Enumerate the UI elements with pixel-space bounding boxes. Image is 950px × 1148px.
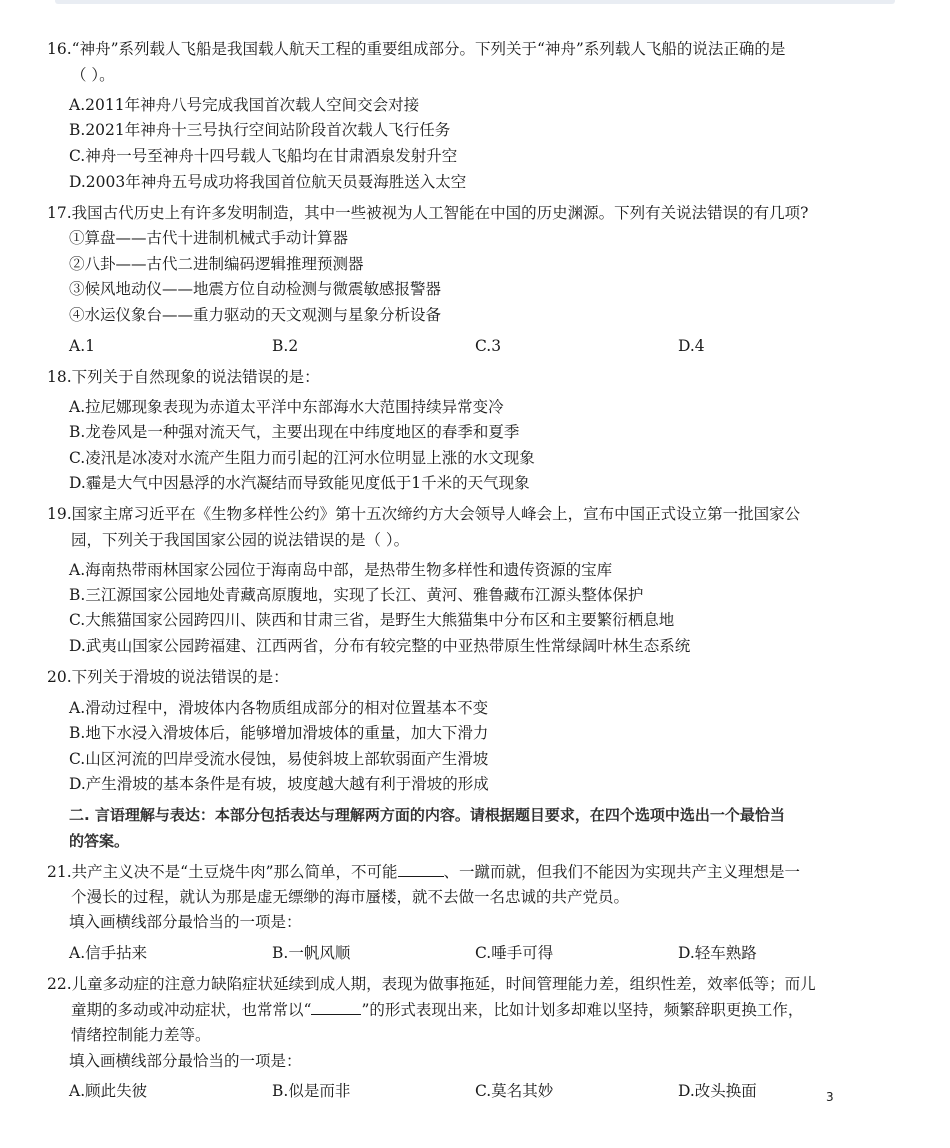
q20-option-c: C.山区河流的凹岸受流水侵蚀，易使斜坡上部软弱面产生滑坡 [69, 750, 489, 768]
q18-option-d: D.霾是大气中因悬浮的水汽凝结而导致能见度低于1千米的天气现象 [69, 474, 530, 492]
q17-item-2: ②八卦——古代二进制编码逻辑推理预测器 [69, 255, 364, 273]
q21-prompt: 填入画横线部分最恰当的一项是： [69, 913, 302, 931]
q22-option-a: A.顾此失彼 [69, 1082, 148, 1100]
section-heading-line2: 的答案。 [69, 832, 130, 850]
q21-option-a: A.信手拈来 [69, 944, 148, 962]
q22-option-c: C.莫名其妙 [475, 1082, 554, 1100]
q21-option-c: C.唾手可得 [475, 944, 554, 962]
q17-option-d: D.4 [678, 337, 705, 355]
q17-item-1: ①算盘——古代十进制机械式手动计算器 [69, 229, 349, 247]
q17-item-3: ③候风地动仪——地震方位自动检测与微震敏感报警器 [69, 280, 442, 298]
q19-option-b: B.三江源国家公园地处青藏高原腹地，实现了长江、黄河、雅鲁藏布江源头整体保护 [69, 586, 644, 604]
q21-option-b: B.一帆风顺 [272, 944, 351, 962]
q19-stem-line1: 19.国家主席习近平在《生物多样性公约》第十五次缔约方大会领导人峰会上，宣布中国正式设立第一批国家公 [47, 505, 801, 523]
q17-item-4: ④水运仪象台——重力驱动的天文观测与星象分析设备 [69, 306, 442, 324]
q17-stem: 17.我国古代历史上有许多发明制造，其中一些被视为人工智能在中国的历史渊源。下列有关说法错误的有几项? [47, 204, 809, 222]
q19-option-c: C.大熊猫国家公园跨四川、陕西和甘肃三省，是野生大熊猫集中分布区和主要繁衍栖息地 [69, 611, 675, 629]
q19-stem-line2: 园，下列关于我国国家公园的说法错误的是（ ）。 [71, 531, 410, 549]
q22-option-d: D.改头换面 [678, 1082, 757, 1100]
q21-stem-line1 [47, 861, 800, 883]
q17-option-a: A.1 [69, 337, 95, 355]
q21-stem-part1: 21.共产主义决不是“土豆烧牛肉”那么简单，不可能 [47, 863, 398, 881]
q19-option-d: D.武夷山国家公园跨福建、江西两省，分布有较完整的中亚热带原生性常绿阔叶林生态系统 [69, 637, 691, 655]
q21-blank [398, 862, 444, 877]
q16-option-d: D.2003年神舟五号成功将我国首位航天员聂海胜送入太空 [69, 173, 467, 191]
q18-stem: 18.下列关于自然现象的说法错误的是： [47, 368, 320, 386]
q16-option-a: A.2011年神舟八号完成我国首次载人空间交会对接 [69, 96, 420, 114]
q16-option-c: C.神舟一号至神舟十四号载人飞船均在甘肃酒泉发射升空 [69, 147, 458, 165]
q22-stem-line2 [71, 999, 803, 1021]
page-number: 3 [826, 1090, 834, 1104]
q22-stem-part2: ”的形式表现出来，比如计划多却难以坚持，频繁辞职更换工作， [361, 1001, 804, 1019]
q17-option-b: B.2 [272, 337, 299, 355]
q16-stem-line2: （ ）。 [71, 66, 115, 84]
q21-stem-part2: 、一蹴而就，但我们不能因为实现共产主义理想是一 [443, 863, 801, 881]
q21-option-d: D.轻车熟路 [678, 944, 757, 962]
q22-stem-part1: 童期的多动或冲动症状，也常常以“ [71, 1001, 312, 1019]
q20-option-d: D.产生滑坡的基本条件是有坡，坡度越大越有利于滑坡的形成 [69, 775, 489, 793]
q16-stem-line1: 16.“神舟”系列载人飞船是我国载人航天工程的重要组成部分。下列关于“神舟”系列载人飞船的说法正确的是 [47, 40, 786, 58]
q18-option-a: A.拉尼娜现象表现为赤道太平洋中东部海水大范围持续异常变冷 [69, 398, 504, 416]
q19-option-a: A.海南热带雨林国家公园位于海南岛中部，是热带生物多样性和遗传资源的宝库 [69, 561, 613, 579]
q17-option-c: C.3 [475, 337, 502, 355]
section-heading-line1: 二. 言语理解与表达：本部分包括表达与理解两方面的内容。请根据题目要求，在四个选项中选出一个最恰当 [69, 806, 785, 824]
q21-stem-line2: 个漫长的过程，就认为那是虚无缥缈的海市蜃楼，就不去做一名忠诚的共产党员。 [71, 888, 630, 906]
q22-prompt: 填入画横线部分最恰当的一项是： [69, 1052, 302, 1070]
q22-stem-line1: 22.儿童多动症的注意力缺陷症状延续到成人期，表现为做事拖延，时间管理能力差，组织性差，效率低等；而儿 [47, 975, 816, 993]
q22-blank [311, 1000, 361, 1015]
q20-option-b: B.地下水浸入滑坡体后，能够增加滑坡体的重量，加大下滑力 [69, 724, 489, 742]
q22-option-b: B.似是而非 [272, 1082, 351, 1100]
q22-stem-line3: 情绪控制能力差等。 [71, 1026, 211, 1044]
q18-option-c: C.凌汛是冰凌对水流产生阻力而引起的江河水位明显上涨的水文现象 [69, 449, 535, 467]
q18-option-b: B.龙卷风是一种强对流天气，主要出现在中纬度地区的春季和夏季 [69, 423, 520, 441]
q20-stem: 20.下列关于滑坡的说法错误的是： [47, 668, 289, 686]
q20-option-a: A.滑动过程中，滑坡体内各物质组成部分的相对位置基本不变 [69, 699, 489, 717]
q16-option-b: B.2021年神舟十三号执行空间站阶段首次载人飞行任务 [69, 121, 451, 139]
